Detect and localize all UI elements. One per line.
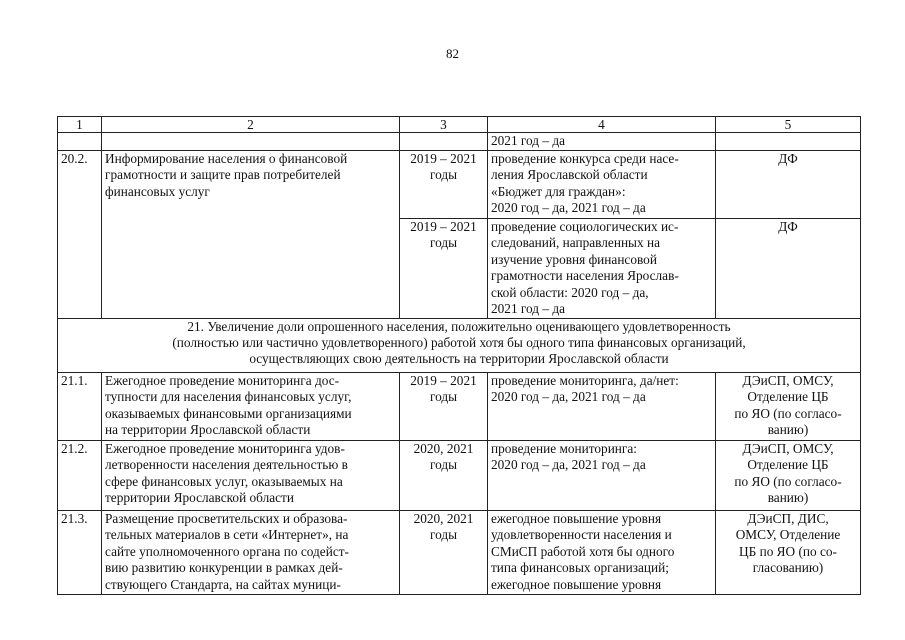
measure-period: 2019 – 2021 годы <box>400 218 488 318</box>
table-row <box>58 372 861 440</box>
measure-result-cell <box>488 510 716 594</box>
measure-period: 2020, 2021 годы <box>400 440 488 510</box>
table-cell <box>400 133 488 151</box>
measure-result: проведение мониторинга, да/нет: 2020 год – да, 2021 год – да <box>488 372 716 440</box>
column-description-header: 2 <box>102 117 400 133</box>
measure-description: Ежегодное проведение мониторинга удов- летворенности населения деятельностью в сфере финансовых услуг, оказываемых на территории Ярославской области <box>102 440 400 510</box>
continuation-result: 2021 год – да <box>488 133 716 151</box>
table-cell <box>58 133 102 151</box>
measure-description: Информирование населения о финансовой грамотности и защите прав потребителей финансовых услуг <box>102 150 400 318</box>
row-number: 21.2. <box>58 440 102 510</box>
table-header-row <box>58 117 861 133</box>
table-row <box>58 440 861 510</box>
measure-period: 2019 – 2021 годы <box>400 372 488 440</box>
measure-description-cell <box>102 510 400 594</box>
column-number-header: 1 <box>58 117 102 133</box>
measure-period: 2019 – 2021 годы <box>400 150 488 218</box>
column-period-header: 3 <box>400 117 488 133</box>
table-cell <box>102 133 400 151</box>
measure-executor: ДЭиСП, ОМСУ, Отделение ЦБ по ЯО (по согласо- ванию) <box>716 440 861 510</box>
measure-description: Ежегодное проведение мониторинга дос- тупности для населения финансовых услуг, оказываемых финансовыми организациями на территории Ярославской области <box>102 372 400 440</box>
row-number: 20.2. <box>58 150 102 318</box>
measures-table <box>57 116 861 595</box>
column-executor-header: 5 <box>716 117 861 133</box>
row-number: 21.1. <box>58 372 102 440</box>
measure-result: ежегодное повышение уровня удовлетворенности населения и СМиСП работой хотя бы одного типа финансовых организаций; ежегодное повышение уровня <box>491 510 675 592</box>
measure-result: проведение мониторинга: 2020 год – да, 2021 год – да <box>488 440 716 510</box>
section-heading-row <box>58 318 861 372</box>
measure-executor: ДЭиСП, ОМСУ, Отделение ЦБ по ЯО (по согласо- ванию) <box>716 372 861 440</box>
row-number: 21.3. <box>58 510 102 594</box>
page-number: 82 <box>446 46 459 61</box>
measure-result: проведение конкурса среди насе- ления Ярославской области «Бюджет для граждан»: 2020 год – да, 2021 год – да <box>488 150 716 218</box>
column-result-header: 4 <box>488 117 716 133</box>
measure-executor: ДФ <box>716 218 861 318</box>
table-row-20-2 <box>58 150 861 218</box>
continuation-row <box>58 133 861 151</box>
measure-executor: ДФ <box>716 150 861 218</box>
table-cell <box>716 133 861 151</box>
table-row <box>58 510 861 594</box>
measure-result: проведение социологических ис- следований, направленных на изучение уровня финансовой грамотности населения Ярослав- ской области: 2020 год – да, 2021 год – да <box>488 218 716 318</box>
measure-description: Размещение просветительских и образова- тельных материалов в сети «Интернет», на сайте уполномоченного органа по содейст- вию развитию конкуренции в рамках дей- ствующего Стандарта, на сайтах муници- <box>105 510 349 592</box>
measure-period: 2020, 2021 годы <box>400 510 488 594</box>
measure-executor: ДЭиСП, ДИС, ОМСУ, Отделение ЦБ по ЯО (по со- гласованию) <box>716 510 861 594</box>
section-heading: 21. Увеличение доли опрошенного населения, положительно оценивающего удовлетворенность (полностью или частично удовлетворенного) работой хотя бы одного типа финансовых организаций, осуществляющих свою деятельность на территории Ярославской области <box>58 318 861 372</box>
